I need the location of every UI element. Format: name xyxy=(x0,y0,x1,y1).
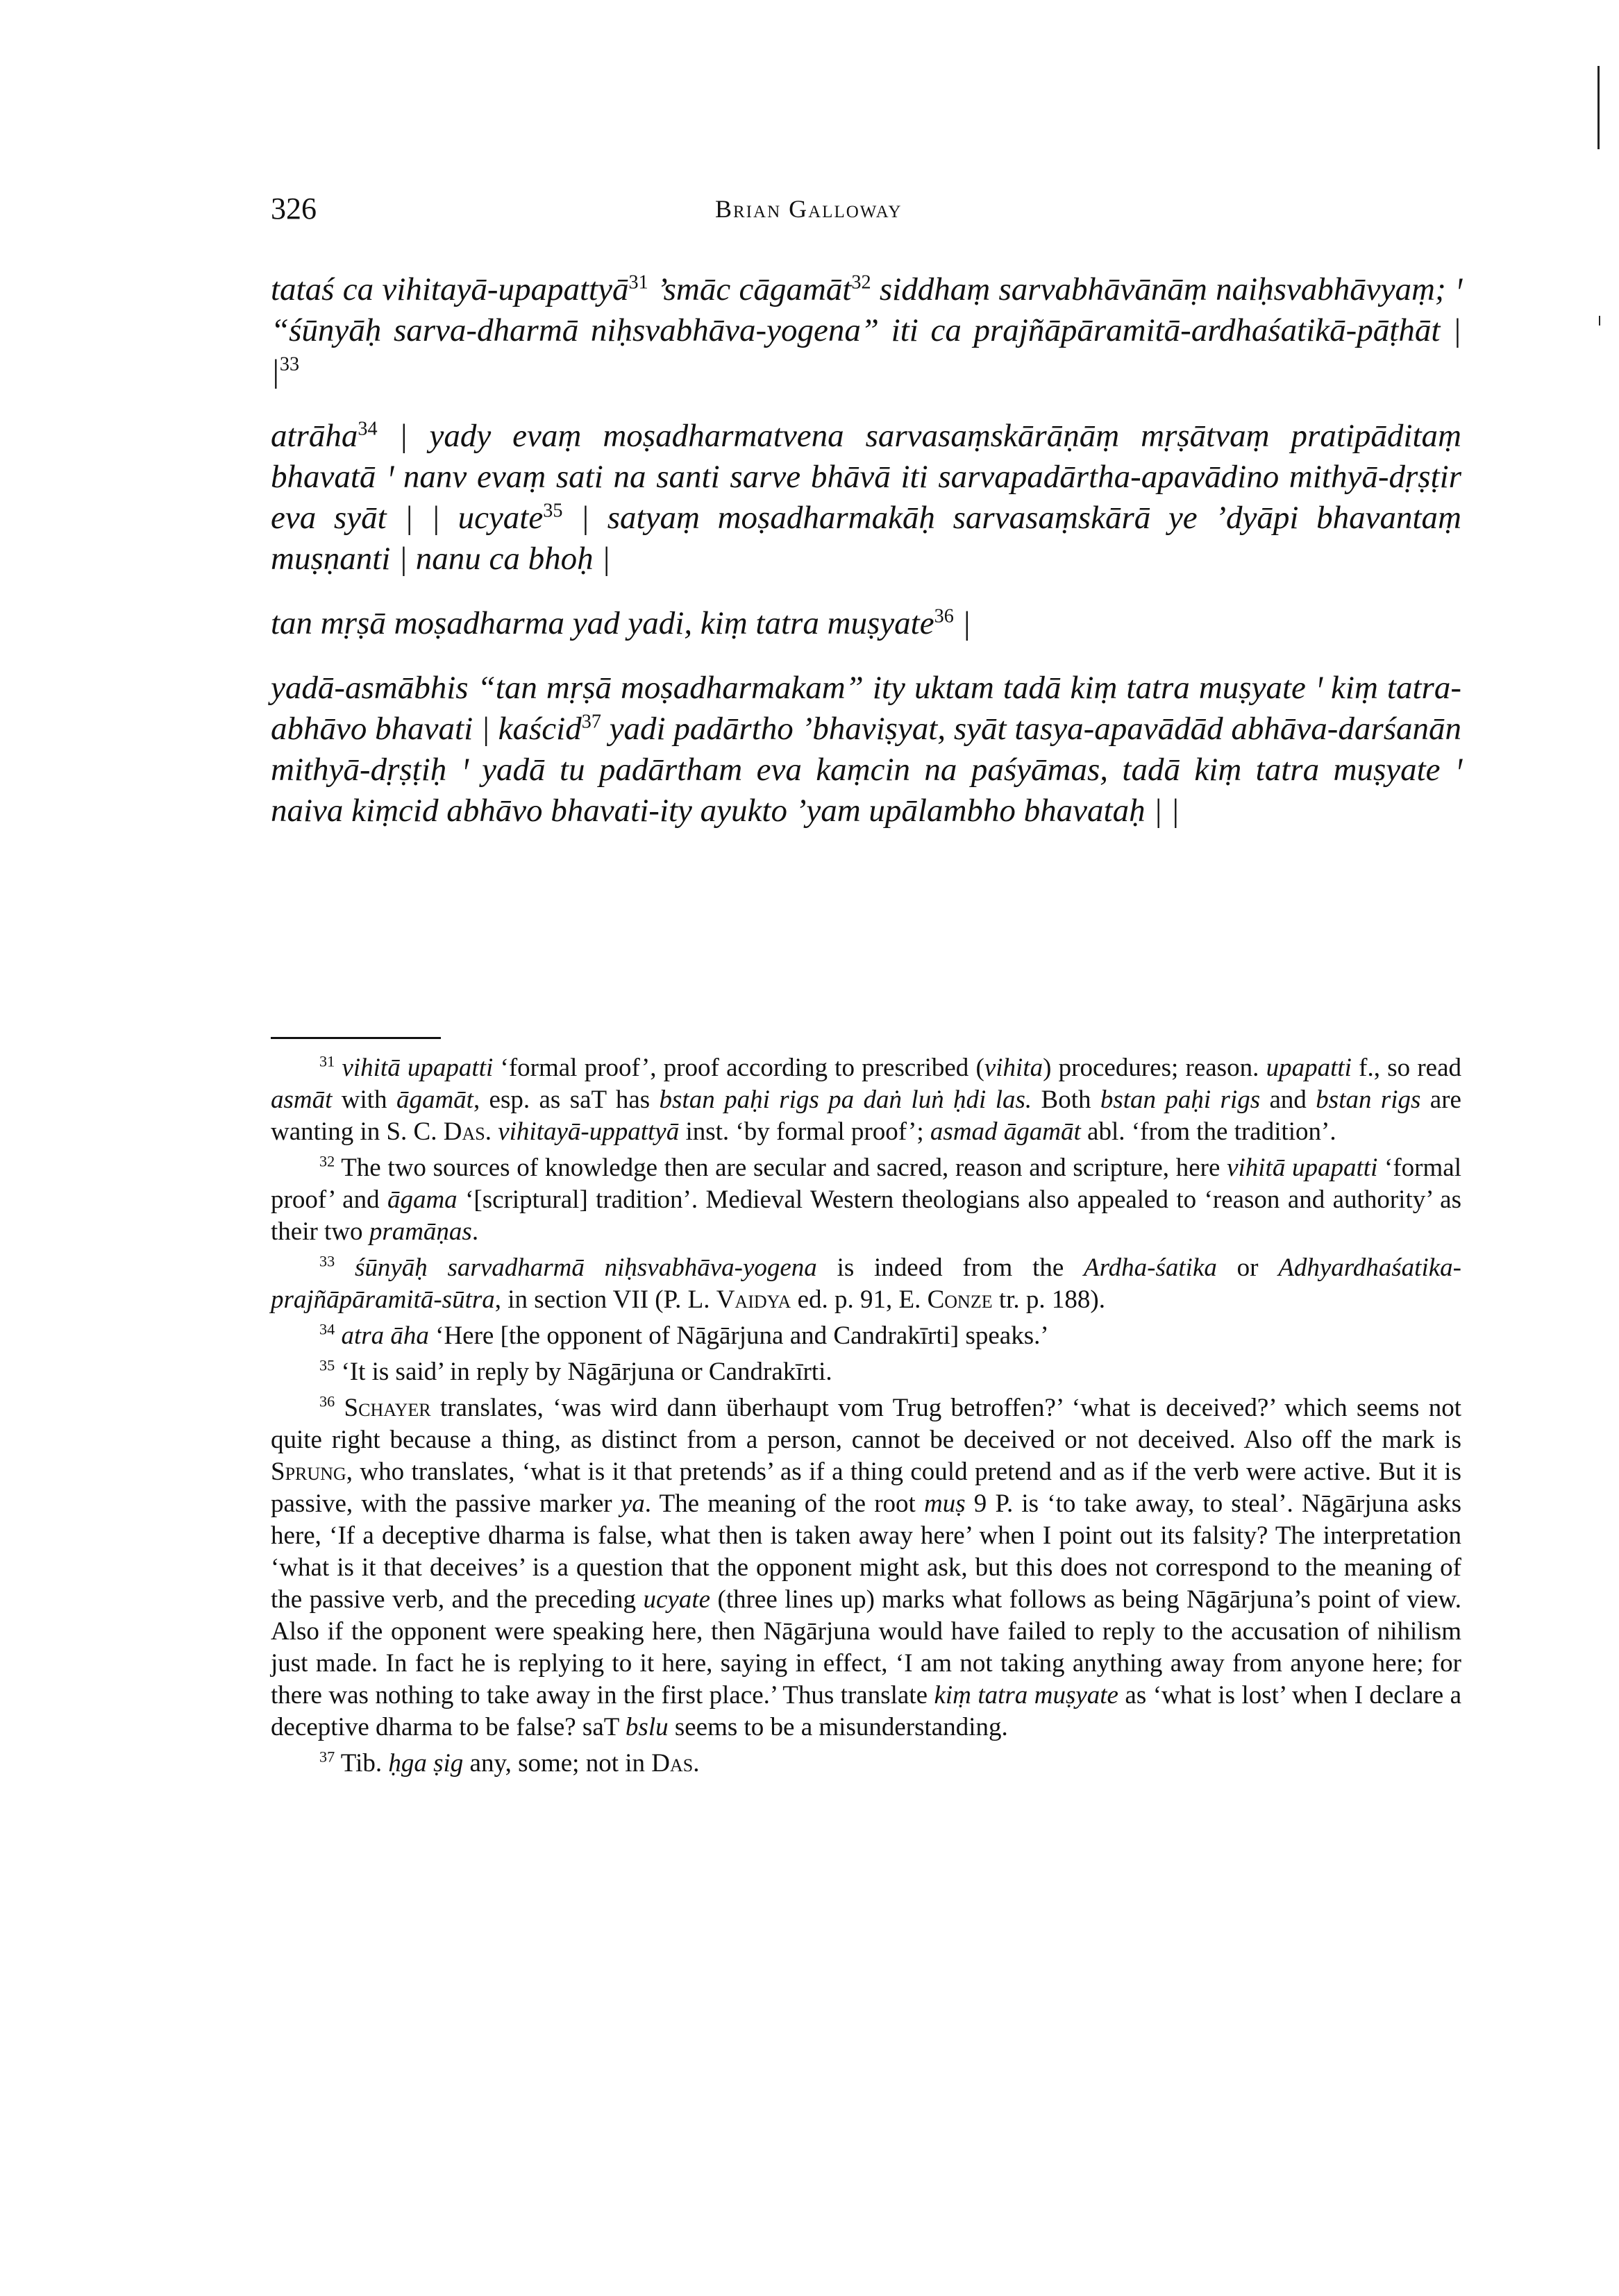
scan-edge-mark xyxy=(1599,316,1600,326)
main-text xyxy=(271,269,1461,855)
scan-edge-mark xyxy=(1597,66,1600,149)
footnotes xyxy=(271,1052,1461,1784)
footnote-37: $^{37}$ Tib. ḥga ṣig any, some; not in Das. xyxy=(319,1748,700,1778)
paragraph-1: tataś ca vihitayā-upapattyā$^{31}$ ’smāc cāgamāt$^{32}$ siddhaṃ sarvabhāvānāṃ naiḥsvabhāvyaṃ; ꞌ “śūnyāḥ sarva-dharmā niḥsvabhāva-yogena” iti ca prajñāpāramitā-ardhaśatikā-pāṭhāt | $|^{33}$ xyxy=(271,271,1462,389)
footnote-32: $^{32}$ The two sources of knowledge then are secular and sacred, reason and scripture, here vihitā upapatti ‘formal proof’ and āgama ‘[scriptural] tradition’. Medieval Western theologians also appealed to ‘reason and authority’ as their two pramāṇas. xyxy=(271,1152,1461,1246)
footnote-34: $^{34}$ atra āha ‘Here [the opponent of Nāgārjuna and Candrakīrti] speaks.’ xyxy=(319,1320,1049,1350)
paragraph-2: atrāha$^{34}$ | yady evaṃ moṣadharmatvena sarvasaṃskārāṇāṃ mṛṣātvaṃ pratipāditaṃ bhavatā ꞌ nanv evaṃ sati na santi sarve bhāvā iti sarvapadārtha-apavādino mithyā-dṛṣṭir eva syāt | | ucyate$^{35}$ | satyaṃ moṣadharmakāḥ sarvasaṃskārā ye ’dyāpi bhavantaṃ muṣṇanti | nanu ca bhoḥ | xyxy=(271,418,1462,577)
footnote-31: $^{31}$ vihitā upapatti ‘formal proof’, proof according to prescribed (vihita) procedures; reason. upapatti f., so read asmāt with āgamāt, esp. as saT has bstan paḥi rigs pa daṅ luṅ ḥdi las. Both bstan paḥi rigs and bstan rigs are wanting in S. C. Das. vihitayā-uppattyā inst. ‘by formal proof’; asmad āgamāt abl. ‘from the tradition’. xyxy=(271,1052,1462,1146)
footnote-33: $^{33}$ śūnyāḥ sarvadharmā niḥsvabhāva-yogena is indeed from the Ardha-śatika or Adhyardhaśatika-prajñāpāramitā-sūtra, in section VII (P. L. Vaidya ed. p. 91, E. Conze tr. p. 188). xyxy=(271,1252,1461,1314)
page-number: 326 xyxy=(271,192,317,226)
paragraph-4: yadā-asmābhis “tan mṛṣā moṣadharmakam” ity uktam tadā kiṃ tatra muṣyate ꞌ kiṃ tatra-abhāvo bhavati | kaścid$^{37}$ yadi padārtho ’bhaviṣyat, syāt tasya-apavādād abhāva-darśanān mithyā-dṛṣṭiḥ ꞌ yadā tu padārtham eva kaṃcin na paśyāmas, tadā kiṃ tatra muṣyate ꞌ naiva kiṃcid abhāvo bhavati-ity ayukto ’yam upālambho bhavataḥ | | xyxy=(271,670,1461,829)
footnote-36: $^{36}$ Schayer translates, ‘was wird dann überhaupt vom Trug betroffen?’ ‘what is deceived?’ which seems not quite right because a thing, as distinct from a person, cannot be deceived or not deceived. Also off the mark is Sprung, who translates, ‘what is it that pretends’ as if a thing could pretend and as if the verb were active. But it is passive, with the passive marker ya. The meaning of the root muṣ 9 P. is ‘to take away, to steal’. Nāgārjuna asks here, ‘If a deceptive dharma is false, what then is taken away here’ when I point out its falsity? The interpretation ‘what is it that deceives’ is a question that the opponent might ask, but this does not correspond to the meaning of the passive verb, and the preceding ucyate (three lines up) marks what follows as being Nāgārjuna’s point of view. Also if the opponent were speaking here, then Nāgārjuna would have failed to reply to the accusation of nihilism just made. In fact he is replying to it here, saying in effect, ‘I am not taking anything away from anyone here; for there was nothing to take away in the first place.’ Thus translate kiṃ tatra muṣyate as ‘what is lost’ when I declare a deceptive dharma to be false? saT bslu seems to be a misunderstanding. xyxy=(271,1392,1461,1741)
footnote-35: $^{35}$ ‘It is said’ in reply by Nāgārjuna or Candrakīrti. xyxy=(319,1356,832,1386)
footnote-rule xyxy=(271,1037,441,1039)
paragraph-3: tan mṛṣā moṣadharma yad yadi, kiṃ tatra muṣyate$^{36}$ | xyxy=(271,605,971,641)
running-head: Brian Galloway xyxy=(715,195,903,223)
